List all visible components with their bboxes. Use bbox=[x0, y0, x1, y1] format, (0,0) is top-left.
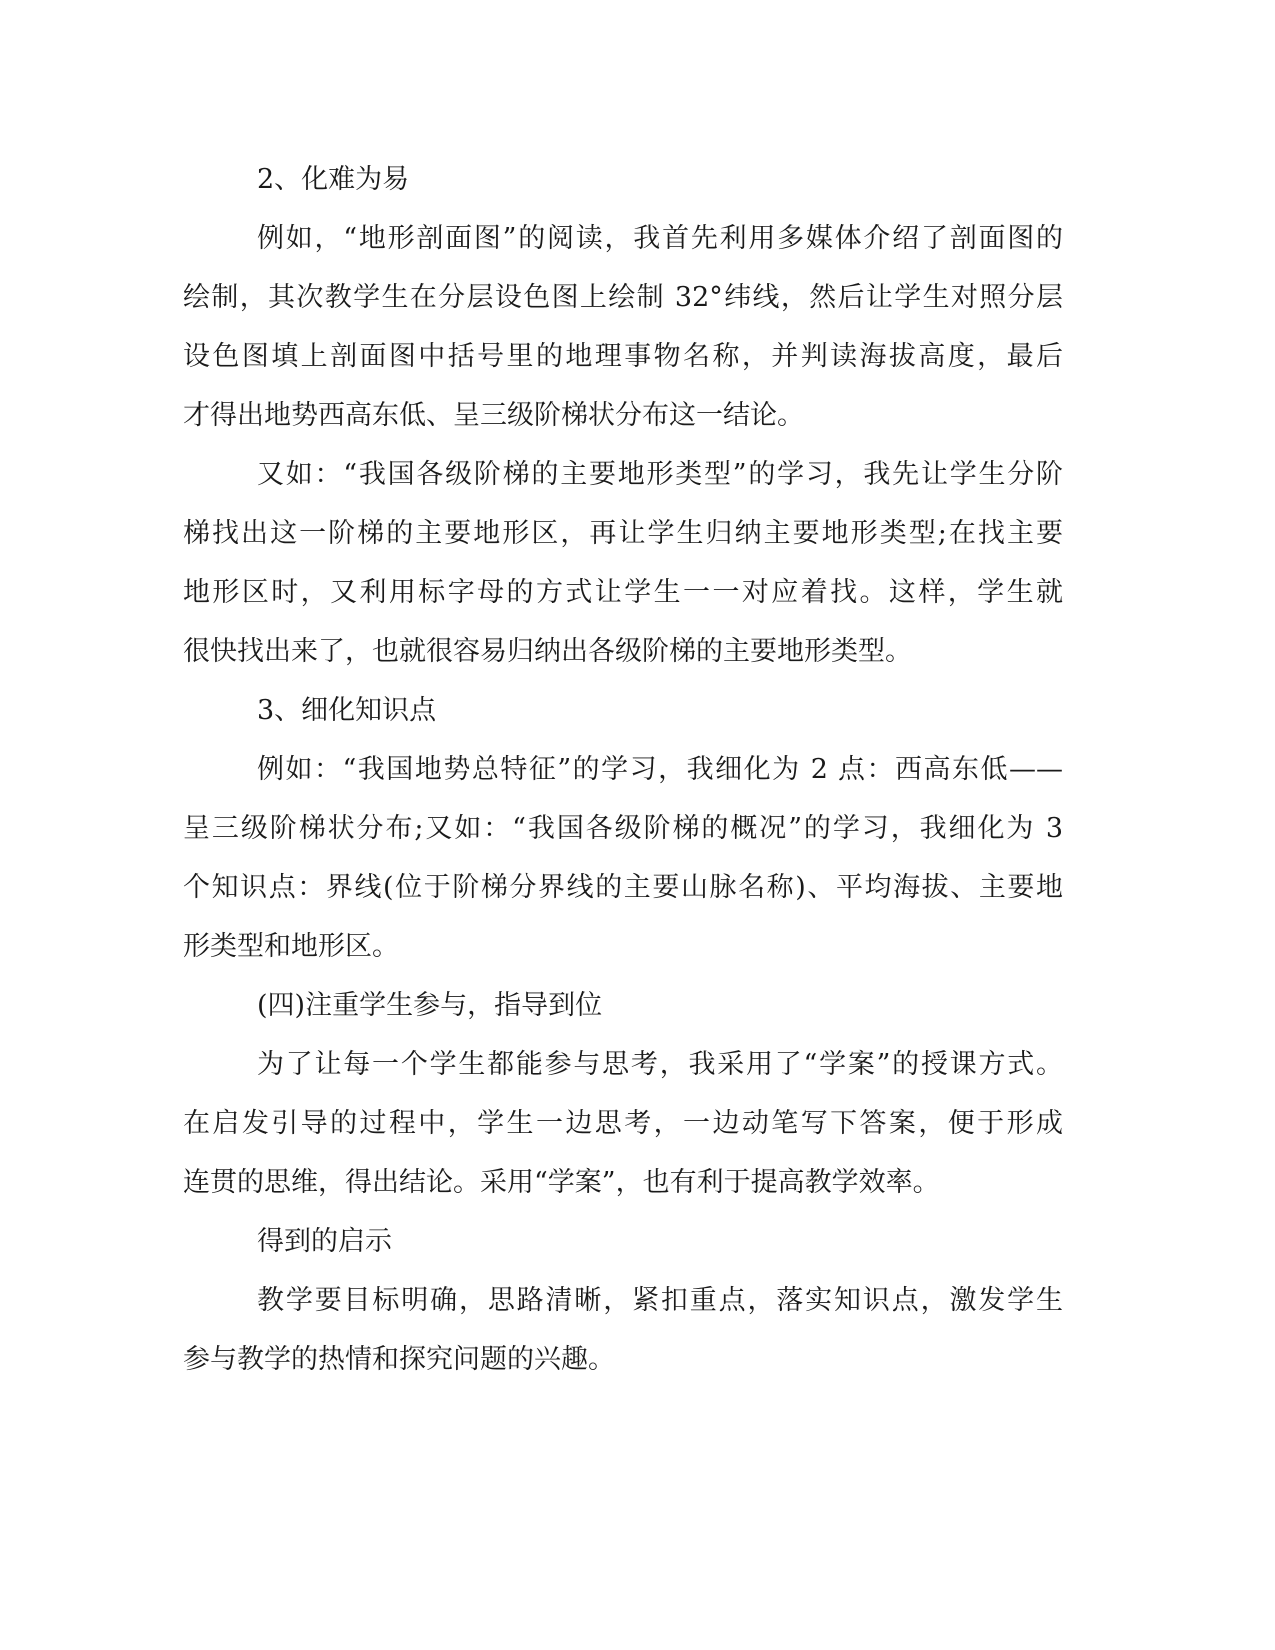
paragraph-line: 绘制，其次教学生在分层设色图上绘制 32°纬线，然后让学生对照分层 bbox=[183, 282, 1063, 313]
paragraph-line: 个知识点：界线(位于阶梯分界线的主要山脉名称)、平均海拔、主要地 bbox=[183, 872, 1063, 903]
paragraph-line: 呈三级阶梯状分布;又如：“我国各级阶梯的概况”的学习，我细化为 3 bbox=[183, 813, 1063, 844]
paragraph-line: 形类型和地形区。 bbox=[183, 931, 399, 962]
paragraph-line: 连贯的思维，得出结论。采用“学案”，也有利于提高教学效率。 bbox=[183, 1167, 940, 1198]
paragraph-line: 为了让每一个学生都能参与思考，我采用了“学案”的授课方式。 bbox=[257, 1049, 1063, 1080]
heading-insights: 得到的启示 bbox=[257, 1226, 392, 1257]
paragraph-line: 才得出地势西高东低、呈三级阶梯状分布这一结论。 bbox=[183, 400, 804, 431]
paragraph-line: 梯找出这一阶梯的主要地形区，再让学生归纳主要地形类型;在找主要 bbox=[183, 518, 1063, 549]
paragraph-line: 在启发引导的过程中，学生一边思考，一边动笔写下答案，便于形成 bbox=[183, 1108, 1063, 1139]
paragraph-line: 参与教学的热情和探究问题的兴趣。 bbox=[183, 1344, 615, 1375]
paragraph-line: 又如：“我国各级阶梯的主要地形类型”的学习，我先让学生分阶 bbox=[257, 459, 1063, 490]
paragraph-line: 例如：“我国地势总特征”的学习，我细化为 2 点：西高东低—— bbox=[257, 754, 1063, 785]
paragraph-line: 教学要目标明确，思路清晰，紧扣重点，落实知识点，激发学生 bbox=[257, 1285, 1063, 1316]
paragraph-line: 设色图填上剖面图中括号里的地理事物名称，并判读海拔高度，最后 bbox=[183, 341, 1063, 372]
paragraph-line: 很快找出来了，也就很容易归纳出各级阶梯的主要地形类型。 bbox=[183, 636, 912, 667]
paragraph-line: 例如，“地形剖面图”的阅读，我首先利用多媒体介绍了剖面图的 bbox=[257, 223, 1063, 254]
heading-4-student-participation: (四)注重学生参与，指导到位 bbox=[257, 990, 603, 1021]
paragraph-line: 地形区时，又利用标字母的方式让学生一一对应着找。这样，学生就 bbox=[183, 577, 1063, 608]
heading-3-refine-knowledge: 3、细化知识点 bbox=[257, 695, 437, 726]
heading-2-simplify: 2、化难为易 bbox=[257, 164, 410, 195]
